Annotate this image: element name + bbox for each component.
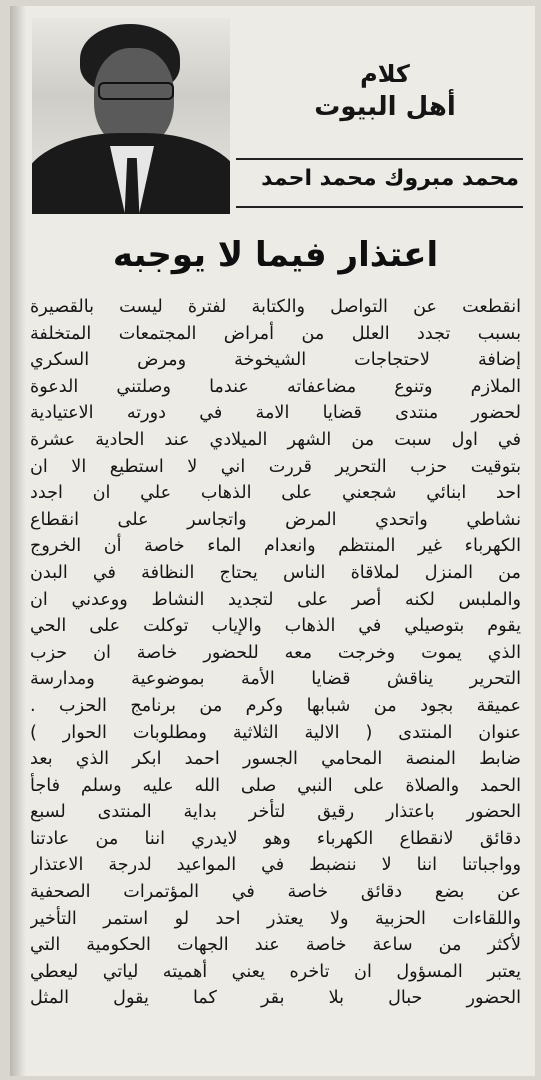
column-title-line1: كلام bbox=[360, 60, 410, 88]
article-line: الحمد والصلاة على النبي صلى الله عليه وسلم فاجأ bbox=[30, 775, 521, 796]
article-line: واللقاءات الحزبية ولا يعتذر احد لو استمر التأخير bbox=[30, 908, 521, 929]
column-title bbox=[255, 58, 515, 124]
article-line: لأكثر من ساعة خاصة عند الجهات الحكومية التي bbox=[30, 935, 521, 956]
article-line: الكهرباء غير المنتظم وانعدام الماء خاصة أن الخروج bbox=[30, 536, 521, 557]
author-rule-bottom bbox=[236, 206, 523, 208]
article-line: الحضور باعتذار رقيق لتأخر بداية المنتدى لسبع bbox=[30, 802, 521, 823]
article-line: الحضور حبال بلا بقر كما يقول المثل bbox=[30, 988, 521, 1009]
article-line: نشاطي واتحدي المرض واتجاسر على انقطاع bbox=[30, 509, 521, 530]
article-line: التحرير يناقش قضايا الأمة بموضوعية ومدارسة bbox=[30, 669, 521, 690]
page-shadow bbox=[10, 6, 26, 1076]
article-line: دقائق لانقطاع الكهرباء وهو لايدري اننا من عادتنا bbox=[30, 828, 521, 849]
article-line: ضابط المنصة المحامي الجسور احمد ابكر الذي بعد bbox=[30, 749, 521, 770]
article-line: احد ابنائي شجعني على الذهاب علي ان اجدد bbox=[30, 483, 521, 504]
author-photo bbox=[32, 18, 230, 214]
article-line: بسبب تجدد العلل من أمراض المجتمعات المتخلفة bbox=[30, 323, 521, 344]
article-line: بتوقيت حزب التحرير قررت اني لا استطيع الا ان bbox=[30, 456, 521, 477]
article-line: وواجباتنا اننا لا ننضبط في المواعيد لدرجة الاعتذار bbox=[30, 855, 521, 876]
column-title-line2: أهل البيوت bbox=[314, 92, 456, 122]
article-line: من المنزل لملاقاة الناس يحتاج النظافة في البدن bbox=[30, 562, 521, 583]
article-line: عنوان المنتدى ( الالية الثلاثية ومطلوبات الحوار ) bbox=[30, 722, 521, 743]
article-line: عن بضع دقائق خاصة في المؤتمرات الصحفية bbox=[30, 882, 521, 903]
article-line: إضافة لاحتجاجات الشيخوخة ومرض السكري bbox=[30, 350, 521, 371]
article-line: عميقة بجود من شبابها وكرم من برنامج الحزب . bbox=[30, 695, 521, 716]
article-line: الملازم وتنوع مضاعفاته عندما وصلتني الدعوة bbox=[30, 376, 521, 397]
article-line: انقطعت عن التواصل والكتابة لفترة ليست بالقصيرة bbox=[30, 297, 521, 317]
author-rule-top bbox=[236, 158, 523, 160]
newspaper-page bbox=[10, 6, 535, 1076]
article-line: والملبس لكنه أصر على لتجديد النشاط ووعدني ان bbox=[30, 589, 521, 610]
article-line: يعتبر المسؤول ان تاخره يعني أهميته لياتي ليعطي bbox=[30, 961, 521, 982]
author-name: محمد مبروك محمد احمد bbox=[261, 166, 519, 191]
article-body bbox=[30, 294, 521, 1074]
article-line: لحضور منتدى قضايا الامة في دورته الاعتيادية bbox=[30, 403, 521, 424]
article-line: يقوم بتوصيلي في الذهاب والإياب توكلت على الحي bbox=[30, 616, 521, 637]
article-line: في اول سبت من الشهر الميلادي عند الحادية عشرة bbox=[30, 429, 521, 450]
article-line: الذي يموت وخرجت معه للحضور خاصة ان حزب bbox=[30, 642, 521, 663]
article-headline: اعتذار فيما لا يوجبه bbox=[112, 235, 439, 275]
